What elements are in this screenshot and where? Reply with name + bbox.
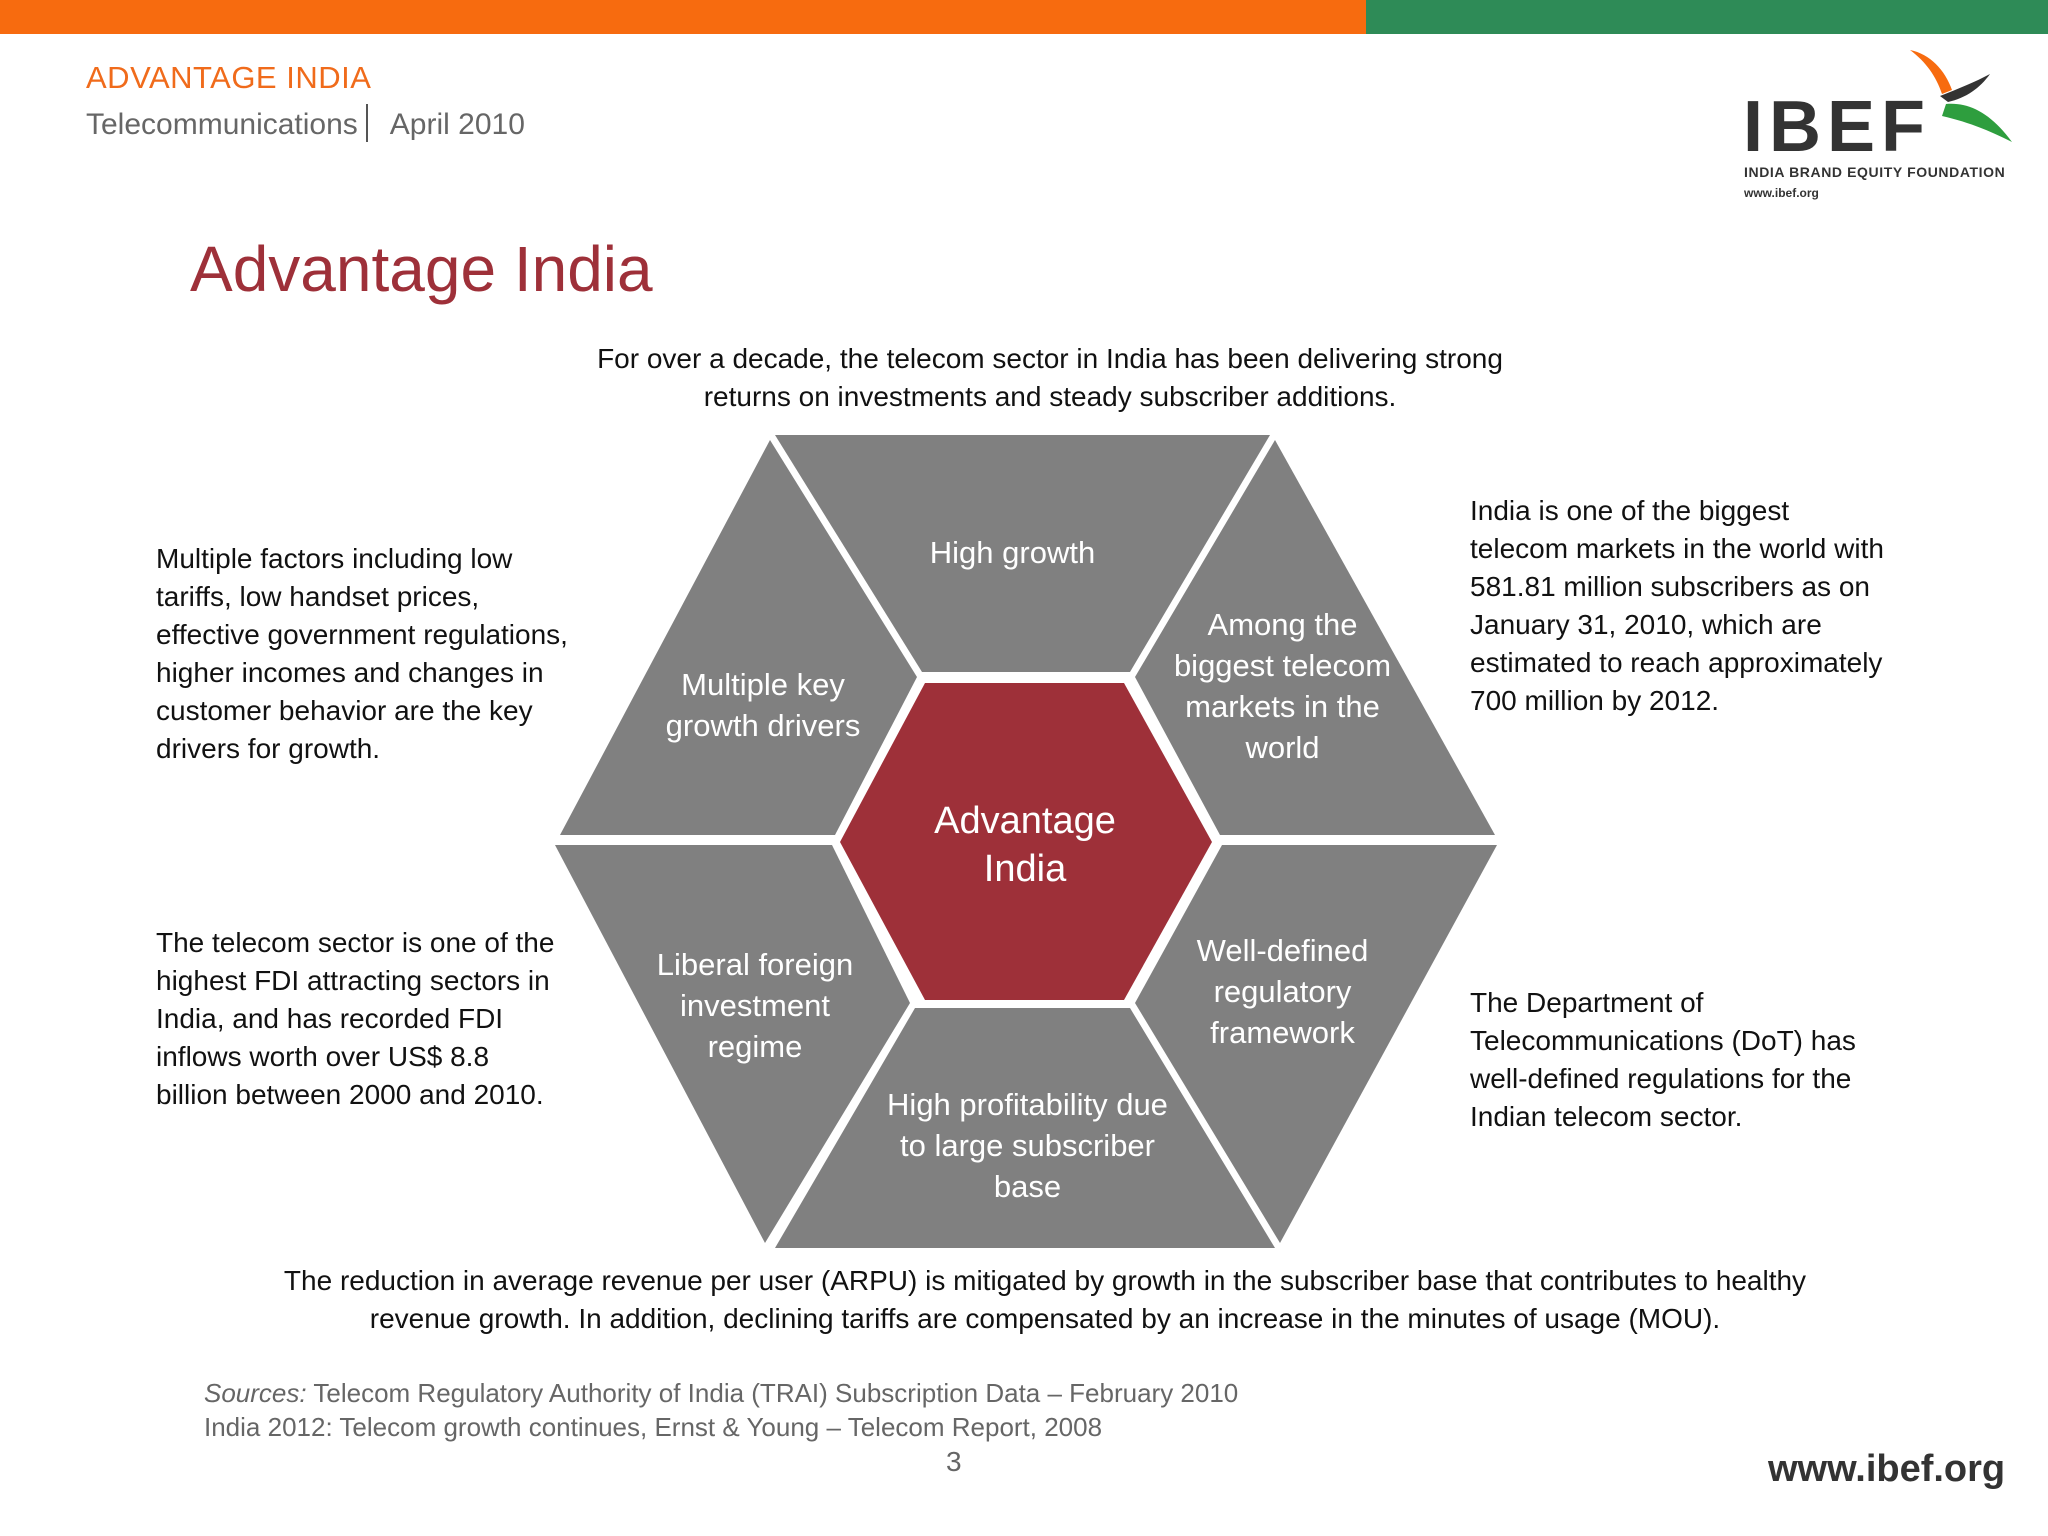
note-bottom-left: The telecom sector is one of the highest FDI attracting sectors in India, and has recorded FDI inflows worth over US$ 8.8 billion between 2000 and 2010. [156, 927, 555, 1110]
segment-upper-right-label: Among the biggest telecom markets in the world [1173, 607, 1392, 765]
source-1: Telecom Regulatory Authority of India (TRAI) Subscription Data – February 2010 [313, 1378, 1239, 1408]
source-2: India 2012: Telecom growth continues, Ernst & Young – Telecom Report, 2008 [204, 1412, 1103, 1442]
segment-lower-left-label: Liberal foreign investment regime [656, 947, 854, 1064]
sources [204, 1376, 1238, 1444]
sources-label: Sources: [204, 1378, 307, 1408]
logo-wordmark: IBEF [1743, 87, 1932, 167]
intro-text: For over a decade, the telecom sector in India has been delivering strong returns on investments and steady subscriber additions. [597, 343, 1503, 412]
segment-bottom-label: High profitability due to large subscriber base [887, 1087, 1168, 1204]
segment-upper-left-label: Multiple key growth drivers [665, 667, 861, 743]
note-bottom-right: The Department of Telecommunications (DoT) has well-defined regulations for the Indian telecom sector. [1470, 987, 1856, 1132]
header-sector: Telecommunications [86, 108, 358, 141]
page-number: 3 [946, 1446, 962, 1477]
page-title: Advantage India [190, 233, 653, 305]
center-label: Advantage India [934, 800, 1116, 890]
segment-top-label: High growth [929, 535, 1096, 570]
header-section-title: ADVANTAGE INDIA [86, 60, 372, 95]
footer-site-link[interactable]: www.ibef.org [1768, 1448, 2006, 1490]
segment-lower-right-label: Well-defined regulatory framework [1196, 933, 1369, 1050]
header-date: April 2010 [389, 108, 525, 141]
logo-url: www.ibef.org [1744, 186, 1819, 200]
sources-line-1 [204, 1376, 1238, 1410]
logo-foundation-text: INDIA BRAND EQUITY FOUNDATION [1744, 164, 2006, 180]
note-top-left: Multiple factors including low tariffs, low handset prices, effective government regulations, higher incomes and changes in customer behavior are the key drivers for growth. [156, 543, 568, 764]
bottom-summary: The reduction in average revenue per user (ARPU) is mitigated by growth in the subscriber base that contributes to healthy revenue growth. In addition, declining tariffs are compensated by an increase in the minutes of usage (MOU). [283, 1265, 1807, 1334]
note-top-right: India is one of the biggest telecom markets in the world with 581.81 million subscribers as on January 31, 2010, which are estimated to reach approximately 700 million by 2012. [1470, 495, 1884, 716]
